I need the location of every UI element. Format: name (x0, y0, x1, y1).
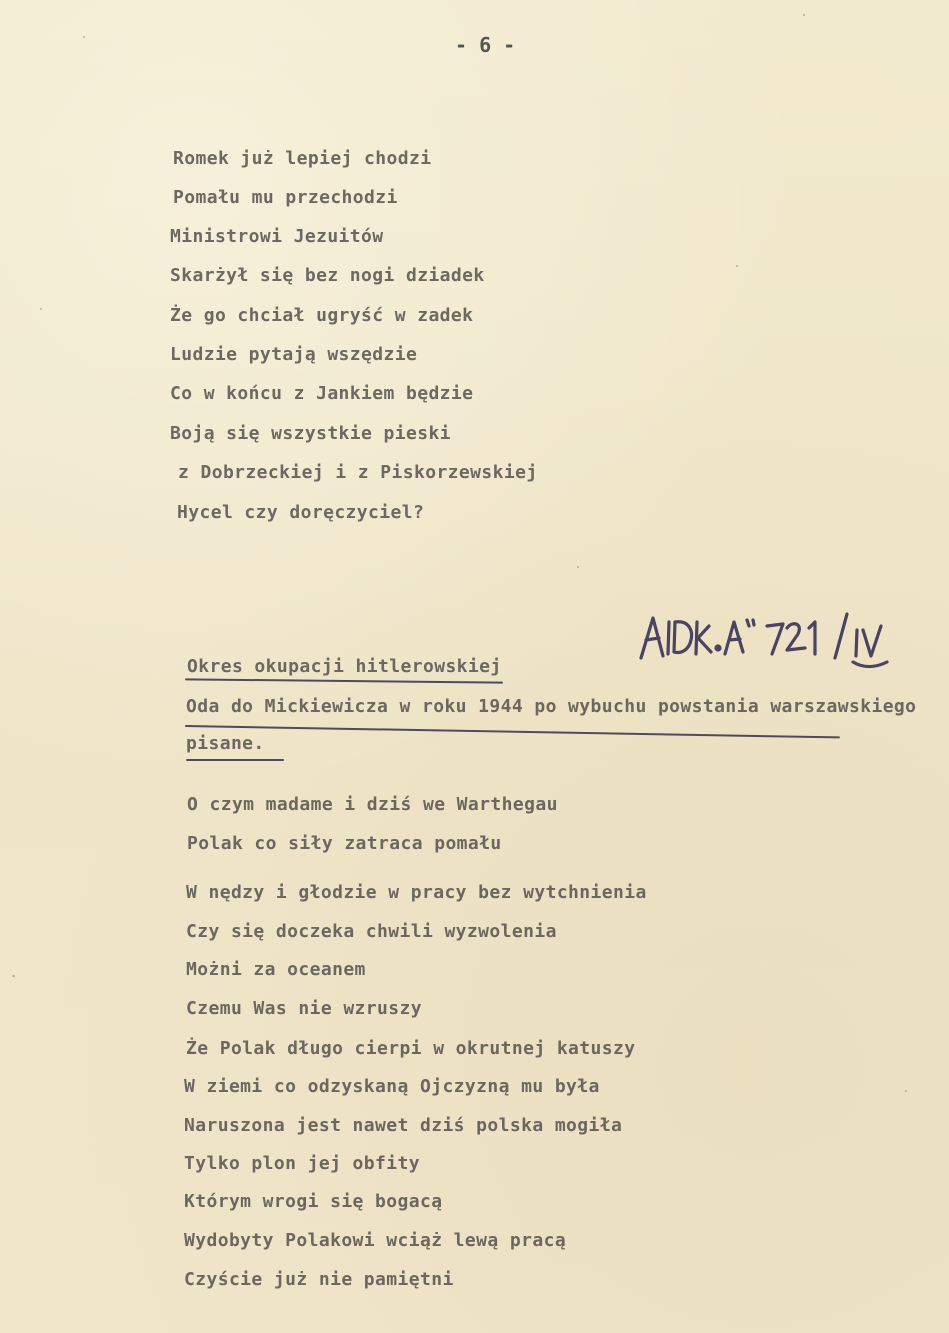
archival-signature (635, 610, 905, 690)
poem2-line-8: W ziemi co odzyskaną Ojczyzną mu była (184, 1076, 600, 1097)
poem2-line-10: Tylko plon jej obfity (184, 1153, 420, 1174)
poem1-line-2: Pomału mu przechodzi (173, 187, 398, 208)
subtitle-underline (185, 725, 840, 738)
poem2-line-11: Którym wrogi się bogacą (184, 1191, 443, 1212)
paper-speck (736, 265, 738, 267)
poem1-line-6: Ludzie pytają wszędzie (170, 344, 418, 365)
poem1-line-9: z Dobrzeckiej i z Piskorzewskiej (178, 462, 538, 483)
section-subtitle: Oda do Mickiewicza w roku 1944 po wybuchu powstania warszawskiego (186, 696, 917, 717)
subtitle-end-underline (186, 759, 284, 761)
poem2-line-12: Wydobyty Polakowi wciąż lewą pracą (184, 1230, 567, 1251)
poem2-line-4: Czy się doczeka chwili wyzwolenia (186, 921, 557, 942)
poem1-line-1: Romek już lepiej chodzi (173, 148, 432, 169)
page-number: - 6 - (455, 33, 516, 57)
poem2-line-5: Możni za oceanem (186, 959, 366, 980)
poem2-line-13: Czyście już nie pamiętni (184, 1269, 454, 1290)
poem1-line-3: Ministrowi Jezuitów (170, 226, 384, 247)
poem1-line-10: Hycel czy doręczyciel? (177, 502, 425, 523)
section-heading: Okres okupacji hitlerowskiej (187, 656, 502, 677)
poem1-line-5: Że go chciał ugryść w zadek (170, 305, 474, 326)
paper-speck (905, 1090, 907, 1092)
heading-underline (185, 678, 503, 683)
paper-speck (577, 566, 579, 568)
poem1-line-7: Co w końcu z Jankiem będzie (170, 383, 474, 404)
paper-speck (803, 14, 805, 16)
poem2-line-7: Że Polak długo cierpi w okrutnej katuszy (186, 1038, 636, 1059)
poem2-line-6: Czemu Was nie wzruszy (186, 998, 422, 1019)
poem2-line-9: Naruszona jest nawet dziś polska mogiła (184, 1115, 623, 1136)
paper-speck (83, 36, 85, 38)
poem2-line-3: W nędzy i głodzie w pracy bez wytchnienia (186, 882, 647, 903)
poem1-line-8: Boją się wszystkie pieski (170, 423, 451, 444)
poem2-line-2: Polak co siły zatraca pomału (187, 833, 502, 854)
paper-speck (40, 308, 42, 310)
paper-speck (12, 975, 15, 977)
poem1-line-4: Skarżył się bez nogi dziadek (170, 265, 485, 286)
section-subtitle-end: pisane. (186, 733, 265, 754)
poem2-line-1: O czym madame i dziś we Warthegau (187, 794, 558, 815)
